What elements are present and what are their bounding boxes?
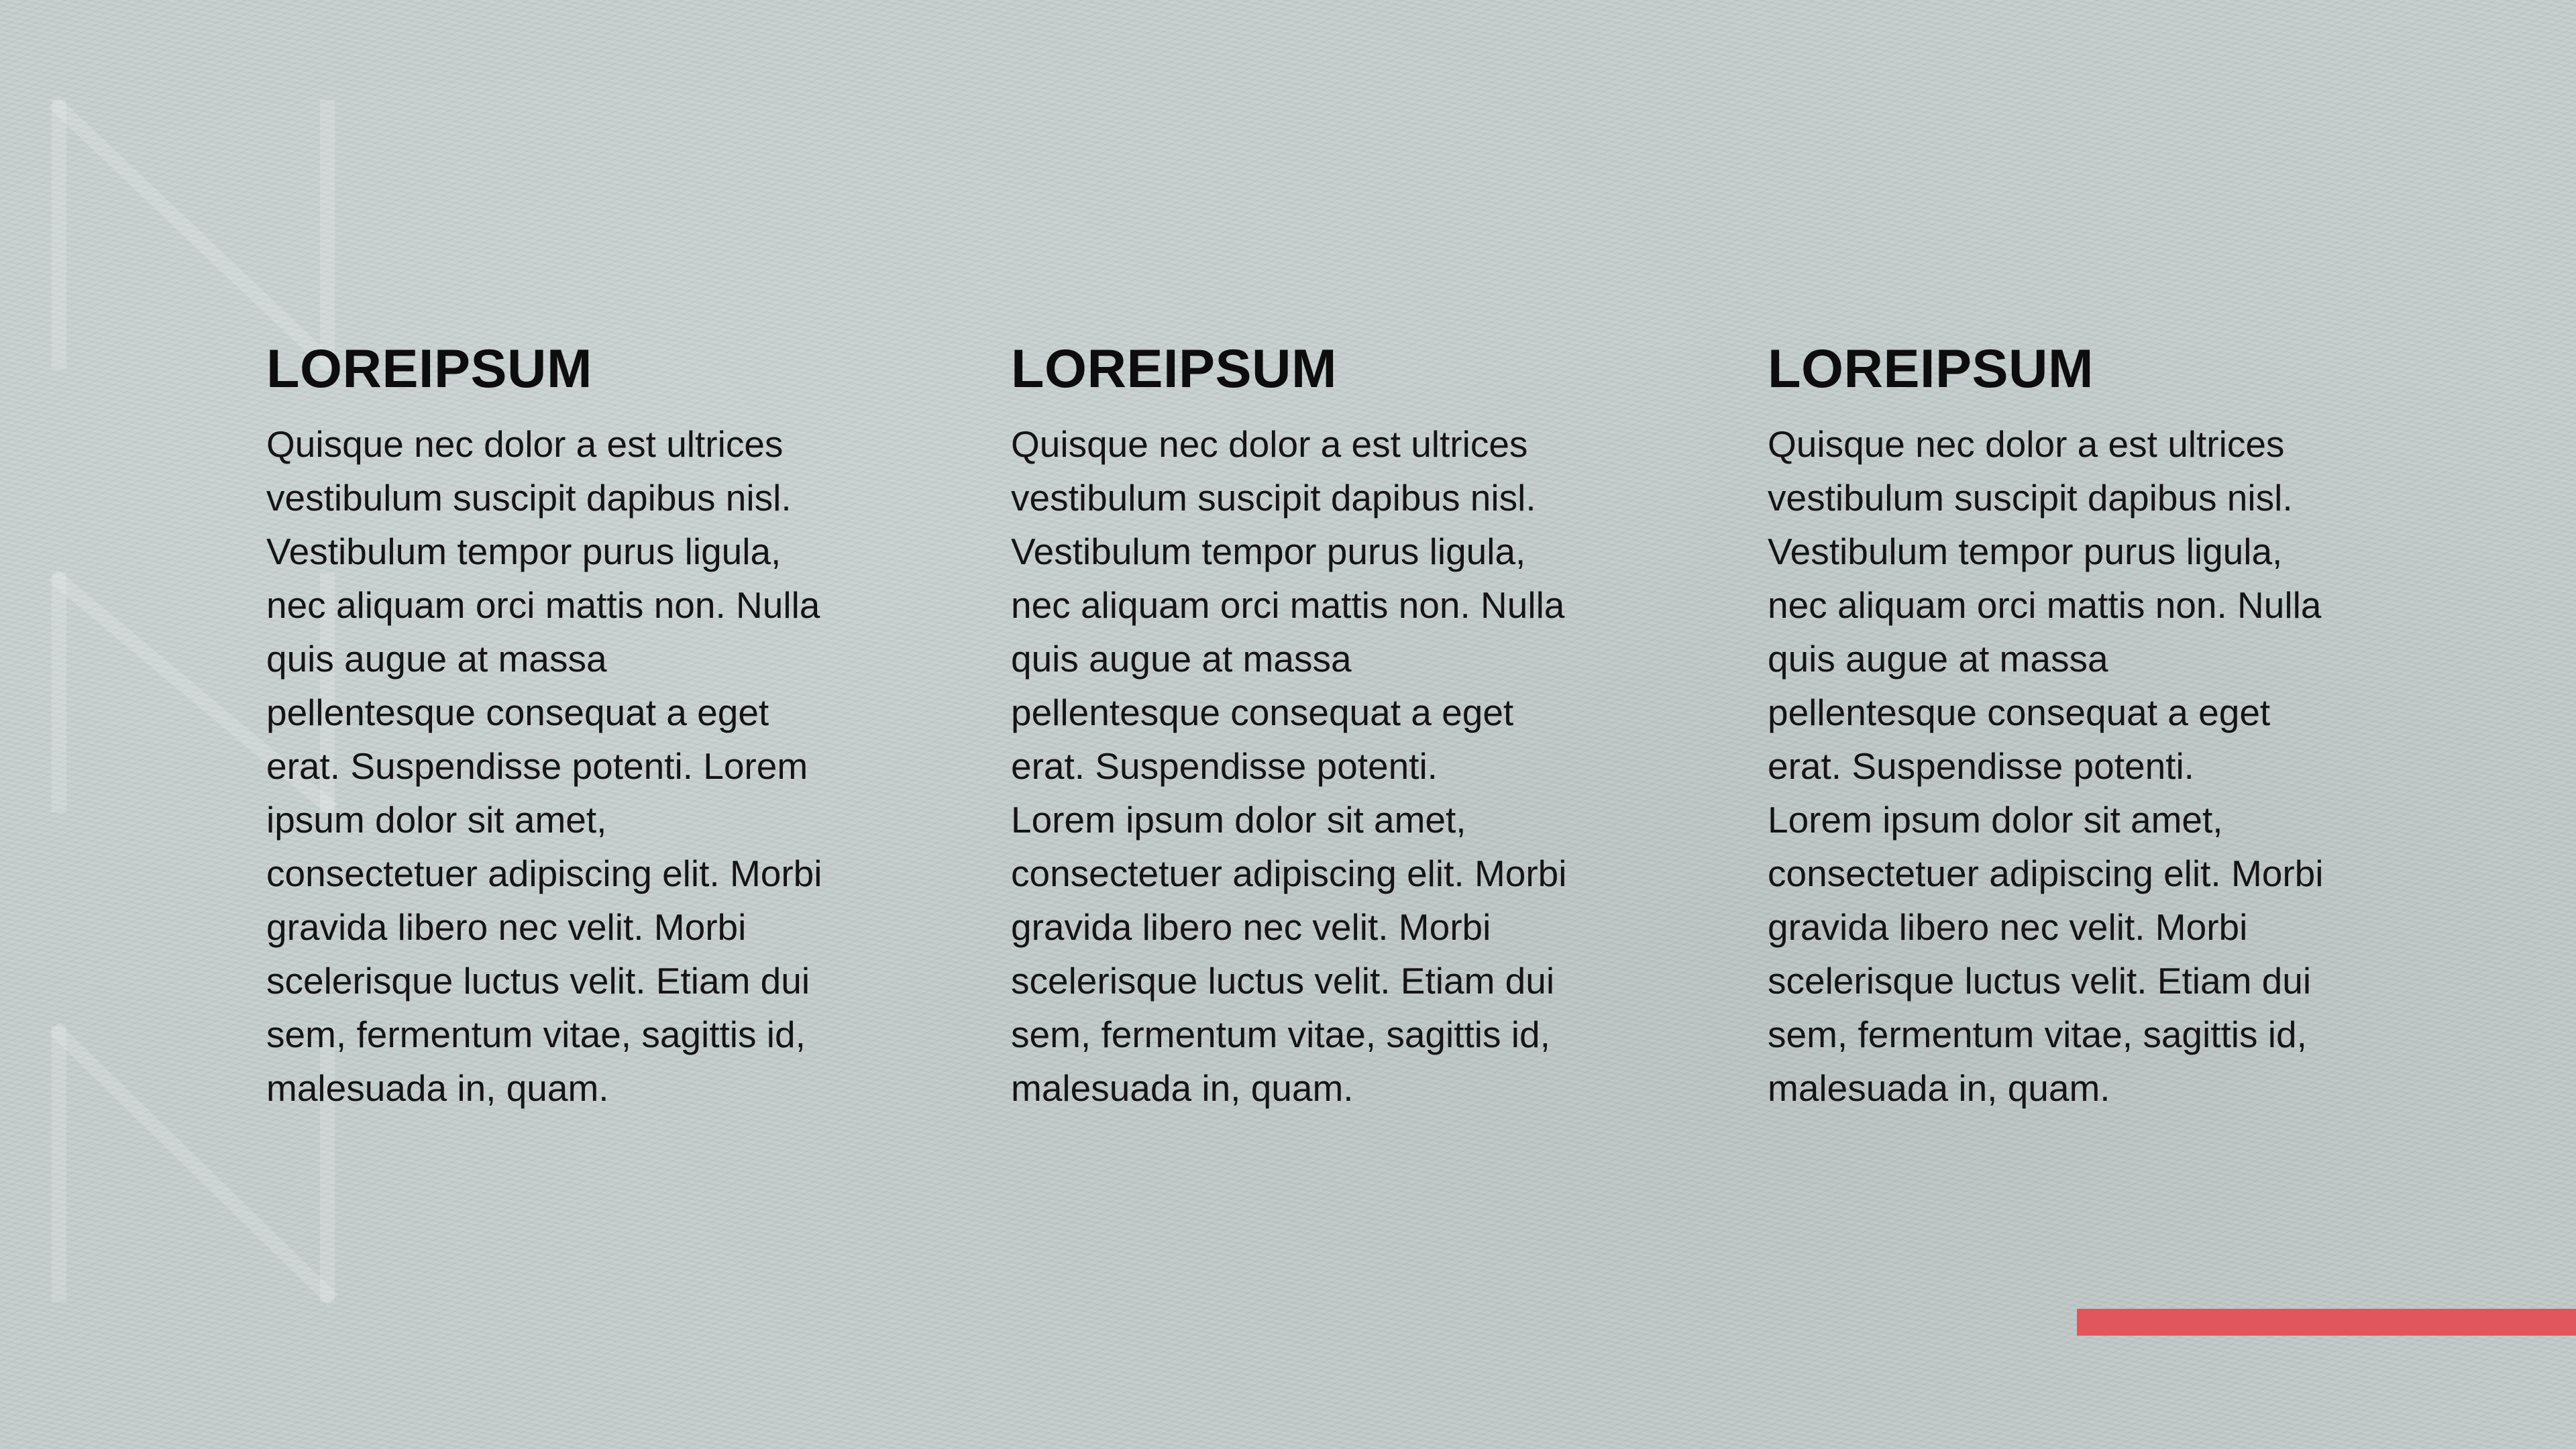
column-1-body [266,417,870,1115]
column-2-line: vestibulum suscipit dapibus nisl. [1011,477,1536,519]
watermark-n-top [59,107,327,362]
column-2-line: consectetuer adipiscing elit. Morbi [1011,853,1567,894]
column-2-line: scelerisque luctus velit. Etiam dui [1011,960,1555,1002]
column-1-line: ipsum dolor sit amet, [266,799,607,841]
column-2-line: Quisque nec dolor a est ultrices [1011,423,1528,465]
column-3-line: scelerisque luctus velit. Etiam dui [1768,960,2312,1002]
column-1-line: erat. Suspendisse potenti. Lorem [266,745,808,787]
column-1-line: consectetuer adipiscing elit. Morbi [266,853,822,894]
text-column-1 [266,335,870,1115]
column-2-line: sem, fermentum vitae, sagittis id, [1011,1014,1550,1055]
column-3-line: gravida libero nec velit. Morbi [1768,906,2248,948]
column-1-line: scelerisque luctus velit. Etiam dui [266,960,810,1002]
column-3-body [1768,417,2371,1115]
column-2-line: nec aliquam orci mattis non. Nulla [1011,584,1565,626]
column-1-title: LOREIPSUM [266,339,593,399]
column-2-line: erat. Suspendisse potenti. [1011,745,1438,787]
column-3-line: consectetuer adipiscing elit. Morbi [1768,853,2324,894]
accent-bar [2077,1309,2576,1336]
column-3-line: Quisque nec dolor a est ultrices [1768,423,2285,465]
column-2-line: malesuada in, quam. [1011,1067,1354,1109]
column-3-line: nec aliquam orci mattis non. Nulla [1768,584,2322,626]
column-3-line: Lorem ipsum dolor sit amet, [1768,799,2223,841]
column-3-line: Vestibulum tempor purus ligula, [1768,531,2283,572]
column-1-line: pellentesque consequat a eget [266,692,769,733]
column-3-line: pellentesque consequat a eget [1768,692,2271,733]
column-1-line: nec aliquam orci mattis non. Nulla [266,584,820,626]
column-1-line: Quisque nec dolor a est ultrices [266,423,784,465]
column-1-line: Vestibulum tempor purus ligula, [266,531,782,572]
column-2-line: Lorem ipsum dolor sit amet, [1011,799,1466,841]
column-3-title: LOREIPSUM [1768,339,2094,399]
text-column-3 [1768,335,2371,1115]
column-3-line: erat. Suspendisse potenti. [1768,745,2194,787]
column-3-line: malesuada in, quam. [1768,1067,2110,1109]
column-2-body [1011,417,1615,1115]
column-2-title: LOREIPSUM [1011,339,1338,399]
column-3-line: quis augue at massa [1768,638,2108,680]
column-1-line: quis augue at massa [266,638,607,680]
column-2-line: Vestibulum tempor purus ligula, [1011,531,1526,572]
column-1-line: sem, fermentum vitae, sagittis id, [266,1014,806,1055]
column-2-line: quis augue at massa [1011,638,1352,680]
column-2-line: pellentesque consequat a eget [1011,692,1514,733]
text-column-2 [1011,335,1615,1115]
column-1-line: gravida libero nec velit. Morbi [266,906,747,948]
column-3-line: sem, fermentum vitae, sagittis id, [1768,1014,2307,1055]
column-1-line: vestibulum suscipit dapibus nisl. [266,477,792,519]
column-2-line: gravida libero nec velit. Morbi [1011,906,1491,948]
column-3-line: vestibulum suscipit dapibus nisl. [1768,477,2293,519]
column-1-line: malesuada in, quam. [266,1067,609,1109]
